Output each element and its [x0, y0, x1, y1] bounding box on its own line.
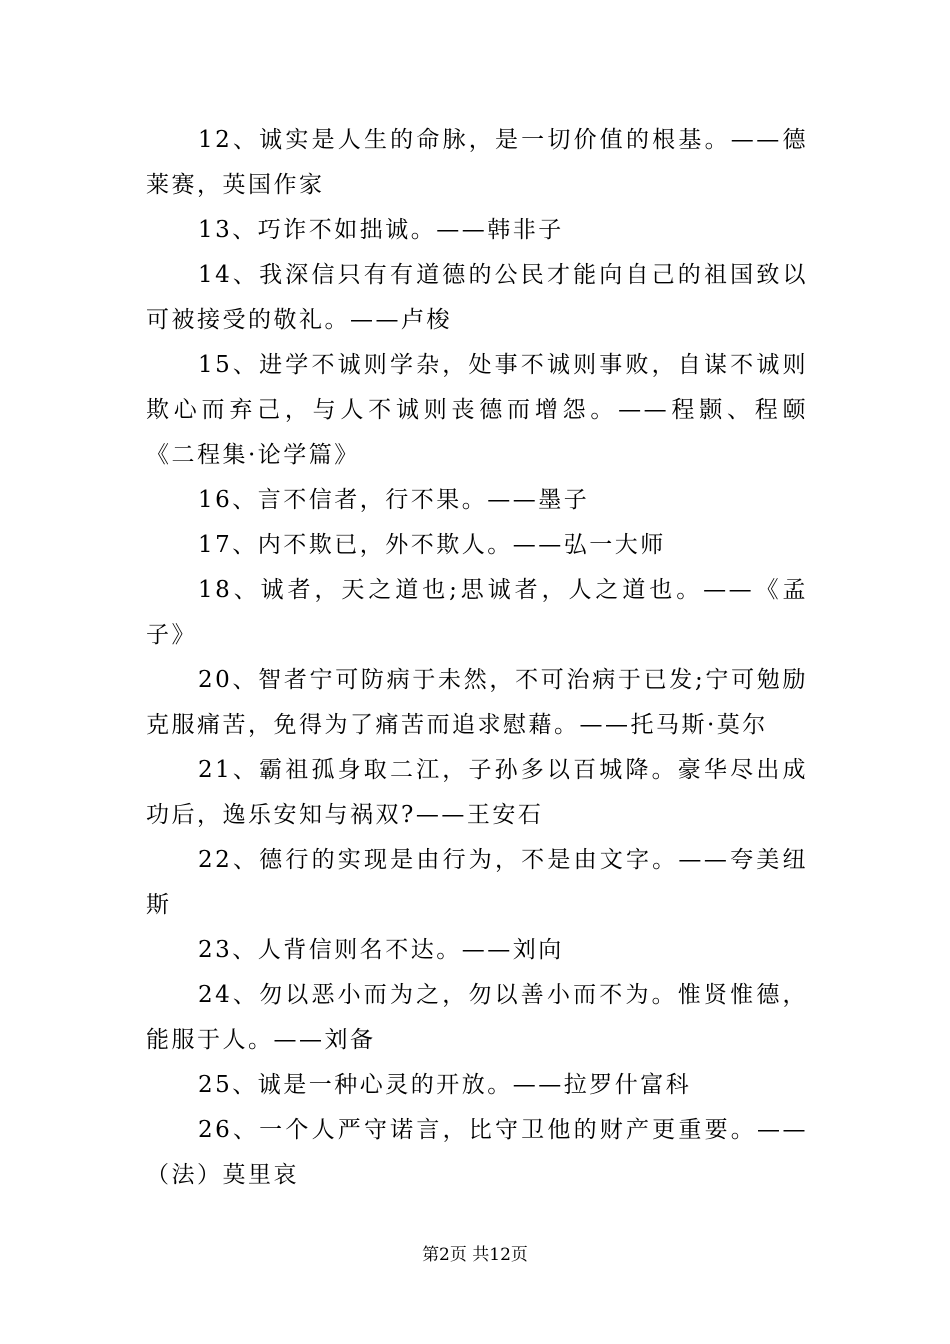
page-number-footer: 第2页 共12页	[422, 1245, 528, 1265]
quote-paragraph: 22、德行的实现是由行为，不是由文字。——夸美纽斯	[146, 847, 808, 918]
quote-paragraph: 15、进学不诚则学杂，处事不诚则事败，自谋不诚则欺心而弃己，与人不诚则丧德而增怨。——程颢、程颐《二程集·论学篇》	[146, 352, 808, 468]
quote-paragraph: 17、内不欺已，外不欺人。——弘一大师	[198, 532, 666, 558]
quote-paragraph: 23、人背信则名不达。——刘向	[198, 937, 564, 963]
quote-paragraph: 21、霸祖孤身取二江，子孙多以百城降。豪华尽出成功后，逸乐安知与祸双?——王安石	[146, 757, 808, 828]
quote-paragraph: 26、一个人严守诺言，比守卫他的财产更重要。——（法）莫里哀	[146, 1117, 808, 1188]
quote-list	[146, 118, 808, 1198]
quote-paragraph: 18、诚者，天之道也;思诚者，人之道也。——《孟子》	[146, 577, 808, 648]
quote-paragraph: 16、言不信者，行不果。——墨子	[198, 487, 590, 513]
quote-paragraph: 25、诚是一种心灵的开放。——拉罗什富科	[198, 1072, 692, 1098]
quote-paragraph: 14、我深信只有有道德的公民才能向自己的祖国致以可被接受的敬礼。——卢梭	[146, 262, 808, 333]
quote-paragraph: 13、巧诈不如拙诚。——韩非子	[198, 217, 564, 243]
quote-paragraph: 20、智者宁可防病于未然，不可治病于已发;宁可勉励克服痛苦，免得为了痛苦而追求慰藉。——托马斯·莫尔	[146, 667, 808, 738]
quote-paragraph: 12、诚实是人生的命脉，是一切价值的根基。——德莱赛，英国作家	[146, 127, 808, 198]
quote-paragraph: 24、勿以恶小而为之，勿以善小而不为。惟贤惟德，能服于人。——刘备	[146, 982, 808, 1053]
